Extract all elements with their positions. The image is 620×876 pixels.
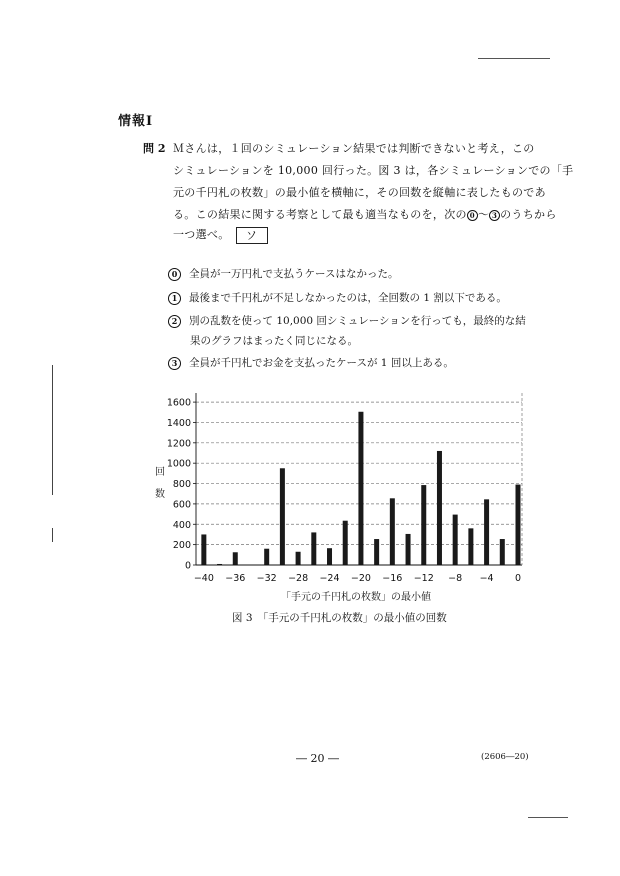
question-line-4-text: る。この結果に関する考察として最も適当なものを，次の bbox=[173, 208, 467, 221]
x-axis-label: 「手元の千円札の枚数」の最小値 bbox=[281, 592, 431, 603]
bar-neg8 bbox=[453, 515, 458, 565]
bottom-right-rule bbox=[528, 817, 568, 818]
y-axis-label-char-1: 回 bbox=[155, 467, 165, 478]
question-line-1: Ｍさんは，１回のシミュレーション結果では判断できないと考え，この bbox=[173, 142, 535, 155]
bar-neg28 bbox=[296, 552, 301, 565]
bar-neg4 bbox=[484, 499, 489, 565]
xtick-label-7: −12 bbox=[413, 573, 434, 584]
xtick-label-0: −40 bbox=[193, 573, 214, 584]
xtick-label-10: 0 bbox=[514, 573, 522, 584]
option-1-text: 最後まで千円札が不足しなかったのは，全回数の 1 割以下である。 bbox=[189, 292, 507, 304]
left-margin-bar-small bbox=[52, 528, 53, 542]
question-line-4 bbox=[173, 206, 557, 222]
xtick-label-2: −32 bbox=[256, 573, 277, 584]
option-2-text: 別の乱数を使って 10,000 回シミュレーションを行っても，最終的な結 bbox=[189, 315, 526, 327]
answer-box[interactable]: ソ bbox=[236, 227, 268, 244]
left-margin-bar bbox=[52, 365, 53, 495]
xtick-label-4: −24 bbox=[319, 573, 340, 584]
bar-neg26 bbox=[311, 532, 316, 565]
bar-neg10 bbox=[437, 451, 442, 565]
figure-caption: 図 3 「手元の千円札の枚数」の最小値の回数 bbox=[232, 612, 447, 624]
option-3-mark: 3 bbox=[168, 357, 181, 370]
range-start-mark: 0 bbox=[467, 210, 478, 221]
ytick-label-400: 400 bbox=[172, 519, 191, 531]
ytick-label-1000: 1000 bbox=[166, 458, 191, 470]
section-title: 情報Ⅰ bbox=[118, 114, 154, 129]
question-line-4-tail: のうちから bbox=[500, 208, 557, 221]
bar-neg30 bbox=[280, 468, 285, 565]
question-line-2: シミュレーションを 10,000 回行った。図 3 は，各シミュレーションでの「手 bbox=[173, 164, 574, 177]
question-number: 問 2 bbox=[143, 142, 166, 155]
bar-neg22 bbox=[343, 521, 348, 565]
option-2-mark: 2 bbox=[168, 315, 181, 328]
bar-0 bbox=[516, 485, 521, 565]
chart-bars bbox=[201, 412, 520, 565]
chart-x-ticks bbox=[194, 573, 521, 584]
top-right-rule bbox=[478, 58, 550, 59]
xtick-label-8: −8 bbox=[448, 573, 463, 584]
bar-neg18 bbox=[374, 539, 379, 565]
bar-neg32 bbox=[264, 549, 269, 565]
bar-neg6 bbox=[468, 528, 473, 565]
bar-neg12 bbox=[421, 485, 426, 565]
ytick-label-1400: 1400 bbox=[166, 417, 191, 429]
bar-neg16 bbox=[390, 498, 395, 565]
xtick-label-9: −4 bbox=[479, 573, 494, 584]
bar-neg40 bbox=[201, 534, 206, 565]
question-line-5 bbox=[173, 226, 268, 244]
figure-3-chart bbox=[150, 385, 530, 607]
ytick-label-600: 600 bbox=[172, 499, 191, 511]
bar-neg20 bbox=[358, 412, 363, 565]
option-0-mark: 0 bbox=[168, 268, 181, 281]
question-line-5-text: 一つ選べ。 bbox=[173, 228, 230, 241]
ytick-label-0: 0 bbox=[184, 560, 191, 572]
range-end-mark: 3 bbox=[489, 210, 500, 221]
option-0-text: 全員が一万円札で支払うケースはなかった。 bbox=[189, 268, 399, 280]
page-number: ― 20 ― bbox=[296, 752, 339, 765]
ytick-label-200: 200 bbox=[172, 540, 191, 552]
option-2[interactable] bbox=[168, 313, 526, 328]
bar-neg2 bbox=[500, 539, 505, 565]
option-3-text: 全員が千円札でお金を支払ったケースが 1 回以上ある。 bbox=[189, 357, 454, 369]
question-line-3: 元の千円札の枚数」の最小値を横軸に，その回数を縦軸に表したものであ bbox=[173, 186, 546, 199]
bar-neg14 bbox=[406, 534, 411, 565]
xtick-label-6: −16 bbox=[382, 573, 403, 584]
option-1-mark: 1 bbox=[168, 292, 181, 305]
bar-neg24 bbox=[327, 548, 332, 565]
y-axis-label-char-2: 数 bbox=[155, 489, 165, 500]
option-3[interactable] bbox=[168, 355, 454, 370]
xtick-label-5: −20 bbox=[350, 573, 371, 584]
xtick-label-1: −36 bbox=[225, 573, 246, 584]
option-2-continuation: 果のグラフはまったく同じになる。 bbox=[190, 335, 358, 347]
xtick-label-3: −28 bbox=[288, 573, 309, 584]
chart-y-ticks bbox=[167, 398, 191, 572]
ytick-label-800: 800 bbox=[172, 479, 191, 491]
page-code: (2606―20) bbox=[481, 752, 529, 762]
bar-neg36 bbox=[233, 552, 238, 565]
range-tilde: ～ bbox=[477, 208, 490, 221]
option-1[interactable] bbox=[168, 290, 507, 305]
option-0[interactable] bbox=[168, 266, 398, 281]
ytick-label-1200: 1200 bbox=[166, 438, 191, 450]
ytick-label-1600: 1600 bbox=[166, 397, 191, 409]
